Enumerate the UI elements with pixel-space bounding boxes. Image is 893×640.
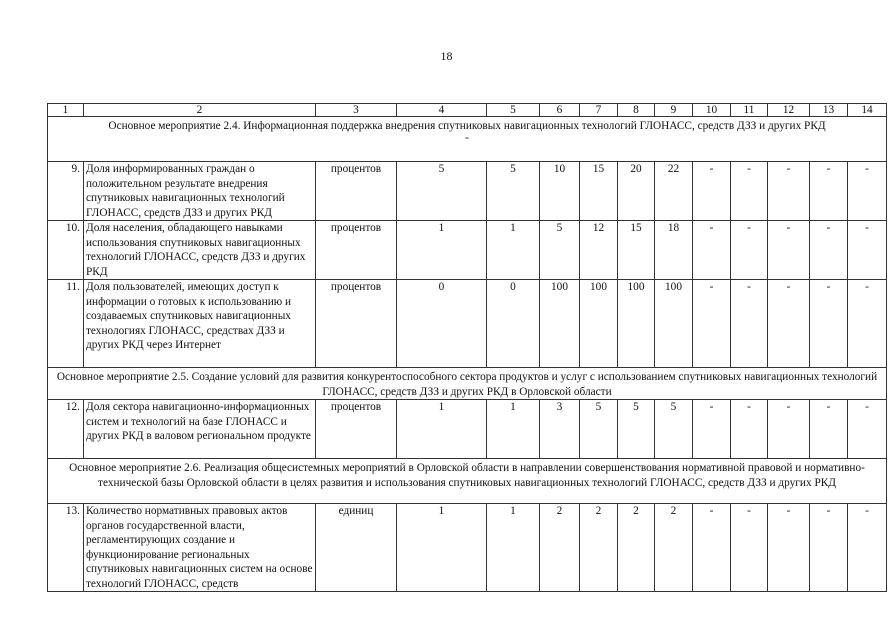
section-title: Основное мероприятие 2.4. Информационная поддержка внедрения спутниковых навигационных технологий ГЛОНАСС, средств ДЗЗ и других РКД [108, 120, 826, 132]
unit-cell: процентов [316, 280, 397, 368]
value-cell: 22 [655, 162, 693, 221]
row-number: 11. [48, 280, 84, 368]
value-cell: - [693, 504, 731, 592]
indicator-name: Доля сектора навигационно-информационных систем и технологий на базе ГЛОНАСС и других РКД в валовом региональном продукте [84, 400, 316, 459]
table-row [48, 162, 887, 221]
value-cell: 1 [487, 221, 540, 280]
value-cell: - [693, 221, 731, 280]
value-cell: - [731, 162, 768, 221]
section-row [48, 117, 887, 162]
value-cell: - [693, 280, 731, 368]
value-cell: 10 [540, 162, 580, 221]
value-cell: - [810, 400, 848, 459]
value-cell: 1 [487, 504, 540, 592]
indicator-name: Доля информированных граждан о положительном результате внедрения спутниковых навигационных технологий ГЛОНАСС, средств ДЗЗ и других РКД [84, 162, 316, 221]
value-cell: - [848, 162, 887, 221]
column-header: 11 [731, 104, 768, 117]
column-header: 7 [580, 104, 618, 117]
value-cell: - [768, 280, 810, 368]
indicator-name: Доля пользователей, имеющих доступ к информации о готовых к использованию и создаваемых спутниковых навигационных технологиях ГЛОНАСС, средствах ДЗЗ и других РКД через Интернет [84, 280, 316, 368]
value-cell: - [731, 504, 768, 592]
value-cell: 1 [397, 221, 487, 280]
table-row [48, 221, 887, 280]
column-header: 12 [768, 104, 810, 117]
value-cell: 3 [540, 400, 580, 459]
value-cell: - [768, 221, 810, 280]
value-cell: 18 [655, 221, 693, 280]
column-header: 4 [397, 104, 487, 117]
value-cell: 5 [580, 400, 618, 459]
column-header: 8 [618, 104, 655, 117]
column-header: 3 [316, 104, 397, 117]
section-heading [48, 368, 887, 400]
value-cell: - [768, 162, 810, 221]
column-header: 14 [848, 104, 887, 117]
value-cell: 100 [618, 280, 655, 368]
column-number-row [48, 104, 887, 117]
section-title: Основное мероприятие 2.6. Реализация общесистемных мероприятий в Орловской области в направлении совершенствования нормативной правовой и нормативно-технической базы Орловской области в целях развития и использования спутниковых навигационных технологий ГЛОНАСС, средств ДЗЗ и других РКД [69, 462, 865, 489]
unit-cell: процентов [316, 221, 397, 280]
value-cell: - [848, 400, 887, 459]
column-header: 13 [810, 104, 848, 117]
column-header: 10 [693, 104, 731, 117]
column-header: 9 [655, 104, 693, 117]
column-header: 2 [84, 104, 316, 117]
table-row [48, 280, 887, 368]
value-cell: 2 [580, 504, 618, 592]
value-cell: 5 [487, 162, 540, 221]
section-heading [48, 117, 887, 162]
value-cell: - [731, 280, 768, 368]
section-dash: - [465, 131, 469, 144]
value-cell: 100 [540, 280, 580, 368]
indicator-name: Количество нормативных правовых актов органов государственной власти, регламентирующих создание и функционирование региональных спутниковых навигационных систем на основе технологий ГЛОНАСС, средств [84, 504, 316, 592]
value-cell: - [848, 280, 887, 368]
value-cell: - [731, 400, 768, 459]
unit-cell: процентов [316, 400, 397, 459]
value-cell: 15 [618, 221, 655, 280]
value-cell: - [810, 221, 848, 280]
value-cell: - [693, 162, 731, 221]
row-number: 12. [48, 400, 84, 459]
value-cell: - [810, 162, 848, 221]
value-cell: - [848, 504, 887, 592]
value-cell: 100 [655, 280, 693, 368]
indicators-table [47, 103, 887, 592]
page-number: 18 [440, 49, 453, 63]
value-cell: 100 [580, 280, 618, 368]
value-cell: - [768, 504, 810, 592]
value-cell: 5 [540, 221, 580, 280]
table-row [48, 400, 887, 459]
value-cell: 15 [580, 162, 618, 221]
value-cell: 0 [397, 280, 487, 368]
row-number: 13. [48, 504, 84, 592]
value-cell: - [693, 400, 731, 459]
value-cell: 2 [655, 504, 693, 592]
unit-cell: единиц [316, 504, 397, 592]
section-row [48, 368, 887, 400]
indicator-name: Доля населения, обладающего навыками использования спутниковых навигационных технологий ГЛОНАСС, средств ДЗЗ и других РКД [84, 221, 316, 280]
value-cell: 12 [580, 221, 618, 280]
value-cell: 2 [540, 504, 580, 592]
unit-cell: процентов [316, 162, 397, 221]
row-number: 10. [48, 221, 84, 280]
value-cell: - [810, 280, 848, 368]
value-cell: 5 [655, 400, 693, 459]
value-cell: - [810, 504, 848, 592]
section-heading [48, 459, 887, 504]
row-number: 9. [48, 162, 84, 221]
column-header: 1 [48, 104, 84, 117]
value-cell: 20 [618, 162, 655, 221]
value-cell: - [848, 221, 887, 280]
section-row [48, 459, 887, 504]
value-cell: 5 [397, 162, 487, 221]
value-cell: - [731, 221, 768, 280]
table-row [48, 504, 887, 592]
value-cell: 0 [487, 280, 540, 368]
value-cell: 1 [487, 400, 540, 459]
value-cell: 5 [618, 400, 655, 459]
value-cell: 1 [397, 400, 487, 459]
section-title: Основное мероприятие 2.5. Создание условий для развития конкурентоспособного сектора продуктов и услуг с использованием спутниковых навигационных технологий ГЛОНАСС, средств ДЗЗ и других РКД в Орловской области [56, 371, 878, 398]
value-cell: - [768, 400, 810, 459]
value-cell: 1 [397, 504, 487, 592]
column-header: 6 [540, 104, 580, 117]
column-header: 5 [487, 104, 540, 117]
value-cell: 2 [618, 504, 655, 592]
